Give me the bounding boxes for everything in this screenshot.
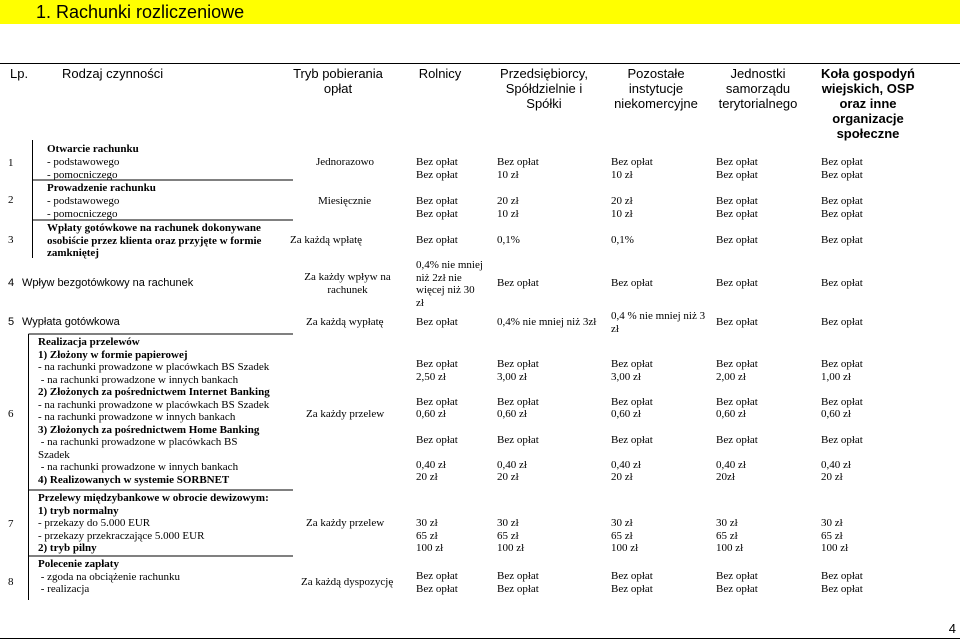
row8-lp: 8 bbox=[8, 576, 14, 588]
row8-desc bbox=[38, 558, 296, 596]
row6-desc bbox=[38, 336, 296, 486]
row4-tryb: Za każdy wpływ na rachunek bbox=[304, 271, 391, 296]
row8-pozostale: Bez opłat Bez opłat bbox=[611, 570, 653, 595]
row1-jednostki: Bez opłat Bez opłat bbox=[716, 156, 758, 181]
r6-desc-line: 3) Złożonych za pośrednictwem Home Banking bbox=[38, 423, 260, 436]
row3-przedsiebiorcy: 0,1% bbox=[497, 234, 520, 246]
row7-pozostale: 30 zł 65 zł 100 zł bbox=[611, 517, 639, 554]
row5-jednostki: Bez opłat bbox=[716, 316, 758, 328]
section-title: 1. Rachunki rozliczeniowe bbox=[36, 2, 245, 22]
r6-desc-line: - na rachunki prowadzone w placówkach BS bbox=[38, 436, 238, 448]
r7-desc-line: 1) tryb normalny bbox=[38, 504, 119, 517]
r6-desc-line: Szadek bbox=[38, 448, 70, 461]
r7-desc-line: - przekazy przekraczające 5.000 EUR bbox=[38, 529, 205, 542]
r7-desc-line: 2) tryb pilny bbox=[38, 542, 97, 554]
row1-pozostale: Bez opłat 10 zł bbox=[611, 156, 653, 181]
r6-desc-line: 2) Złożonych za pośrednictwem Internet Banking bbox=[38, 386, 270, 398]
row1-lp: 1 bbox=[8, 157, 14, 169]
row2-desc-title: Prowadzenie rachunku bbox=[47, 182, 156, 194]
row3-lp: 3 bbox=[8, 234, 14, 246]
header-pozostale: Pozostałe instytucje niekomercyjne bbox=[614, 66, 698, 111]
r6-desc-line: 4) Realizowanych w systemie SORBNET bbox=[38, 473, 230, 486]
page-number: 4 bbox=[948, 621, 956, 636]
row2-tryb: Miesięcznie bbox=[318, 195, 372, 207]
row4-kola: Bez opłat bbox=[821, 277, 863, 289]
row2-przedsiebiorcy: 20 zł 10 zł bbox=[497, 195, 519, 220]
row2-kola: Bez opłat Bez opłat bbox=[821, 195, 863, 220]
row2-pozostale: 20 zł 10 zł bbox=[611, 195, 633, 220]
row3-pozostale: 0,1% bbox=[611, 234, 634, 246]
r6-desc-line: Realizacja przelewów bbox=[38, 336, 140, 348]
row7-lp: 7 bbox=[8, 518, 14, 530]
row3-kola: Bez opłat bbox=[821, 234, 863, 246]
row3-jednostki: Bez opłat bbox=[716, 234, 758, 246]
row2-lp: 2 bbox=[8, 194, 14, 206]
r6-desc-line: - na rachunki prowadzone w innych bankach bbox=[38, 373, 239, 386]
row8-kola: Bez opłat Bez opłat bbox=[821, 570, 863, 595]
row1-tryb: Jednorazowo bbox=[316, 156, 375, 168]
row6-jednostki: Bez opłat 2,00 zł Bez opłat 0,60 zł Bez opłat 0,40 zł 20zł bbox=[716, 358, 758, 484]
r6-desc-line: 1) Złożony w formie papierowej bbox=[38, 348, 188, 361]
header-lp: Lp. bbox=[10, 66, 29, 81]
r6-desc-line: - na rachunki prowadzone w innych bankach bbox=[38, 461, 239, 473]
row6-rolnicy: Bez opłat 2,50 zł Bez opłat 0,60 zł Bez opłat 0,40 zł 20 zł bbox=[416, 358, 458, 484]
row6-tryb: Za każdy przelew bbox=[306, 408, 385, 420]
row5-kola: Bez opłat bbox=[821, 316, 863, 328]
row5-przedsiebiorcy: 0,4% nie mniej niż 3zł bbox=[497, 316, 597, 328]
r6-desc-line: - na rachunki prowadzone w placówkach BS Szadek bbox=[38, 361, 270, 373]
row5-lp: 5 bbox=[8, 316, 15, 328]
row3-tryb: Za każdą wpłatę bbox=[290, 234, 363, 246]
row5-desc: Wypłata gotówkowa bbox=[22, 316, 120, 328]
header-kola: Koła gospodyń wiejskich, OSP oraz inne organizacje społeczne bbox=[821, 66, 915, 141]
header-rodzaj: Rodzaj czynności bbox=[62, 66, 164, 81]
header-rolnicy: Rolnicy bbox=[418, 66, 462, 81]
row1-kola: Bez opłat Bez opłat bbox=[821, 156, 863, 181]
row4-przedsiebiorcy: Bez opłat bbox=[497, 277, 539, 289]
row1-przedsiebiorcy: Bez opłat 10 zł bbox=[497, 156, 539, 181]
row7-jednostki: 30 zł 65 zł 100 zł bbox=[716, 517, 744, 554]
row5-tryb: Za każdą wypłatę bbox=[306, 316, 384, 328]
row3-desc: Wpłaty gotówkowe na rachunek dokonywane osobiście przez klienta oraz przyjęte w formie zamkniętej bbox=[47, 222, 262, 259]
r7-desc-line: - przekazy do 5.000 EUR bbox=[38, 517, 151, 529]
row2-desc: - podstawowego - pomocniczego bbox=[47, 195, 120, 220]
row8-przedsiebiorcy: Bez opłat Bez opłat bbox=[497, 570, 539, 595]
row6-pozostale: Bez opłat 3,00 zł Bez opłat 0,60 zł Bez opłat 0,40 zł 20 zł bbox=[611, 358, 653, 484]
row7-tryb: Za każdy przelew bbox=[306, 517, 385, 529]
r8-desc-line: - realizacja bbox=[38, 583, 90, 595]
row6-lp: 6 bbox=[8, 408, 14, 420]
row1-desc-title: Otwarcie rachunku bbox=[47, 143, 139, 155]
row8-tryb: Za każdą dyspozycję bbox=[301, 576, 394, 588]
r7-desc-line: Przelewy międzybankowe w obrocie dewizowym: bbox=[38, 492, 269, 504]
row7-przedsiebiorcy: 30 zł 65 zł 100 zł bbox=[497, 517, 525, 554]
row2-jednostki: Bez opłat Bez opłat bbox=[716, 195, 758, 220]
row3-rolnicy: Bez opłat bbox=[416, 234, 458, 246]
row6-przedsiebiorcy: Bez opłat 3,00 zł Bez opłat 0,60 zł Bez opłat 0,40 zł 20 zł bbox=[497, 358, 539, 484]
row7-desc bbox=[38, 492, 296, 555]
r8-desc-line: Polecenie zapłaty bbox=[38, 558, 119, 570]
row5-pozostale: 0,4 % nie mniej niż 3 zł bbox=[611, 310, 706, 335]
row1-desc: - podstawowego - pomocniczego bbox=[47, 156, 120, 181]
row2-rolnicy: Bez opłat Bez opłat bbox=[416, 195, 458, 220]
row8-jednostki: Bez opłat Bez opłat bbox=[716, 570, 758, 595]
r6-desc-line: - na rachunki prowadzone w innych bankach bbox=[38, 411, 236, 423]
row6-kola: Bez opłat 1,00 zł Bez opłat 0,60 zł Bez opłat 0,40 zł 20 zł bbox=[821, 358, 863, 484]
row8-rolnicy: Bez opłat Bez opłat bbox=[416, 570, 458, 595]
header-jednostki: Jednostki samorządu terytorialnego bbox=[718, 66, 798, 111]
row4-jednostki: Bez opłat bbox=[716, 277, 758, 289]
row4-pozostale: Bez opłat bbox=[611, 277, 653, 289]
row7-kola: 30 zł 65 zł 100 zł bbox=[821, 517, 849, 554]
row5-rolnicy: Bez opłat bbox=[416, 316, 458, 328]
r8-desc-line: - zgoda na obciążenie rachunku bbox=[38, 570, 181, 583]
header-przedsiebiorcy: Przedsiębiorcy, Spółdzielnie i Spółki bbox=[500, 66, 588, 111]
row4-desc: Wpływ bezgotówkowy na rachunek bbox=[22, 277, 194, 289]
header-tryb: Tryb pobierania opłat bbox=[293, 66, 383, 96]
r6-desc-line: - na rachunki prowadzone w placówkach BS Szadek bbox=[38, 398, 270, 411]
row4-lp: 4 bbox=[8, 277, 15, 289]
row4-rolnicy: 0,4% nie mniej niż 2zł nie więcej niż 30 zł bbox=[416, 259, 483, 309]
row7-rolnicy: 30 zł 65 zł 100 zł bbox=[416, 517, 444, 554]
row1-rolnicy: Bez opłat Bez opłat bbox=[416, 156, 458, 181]
